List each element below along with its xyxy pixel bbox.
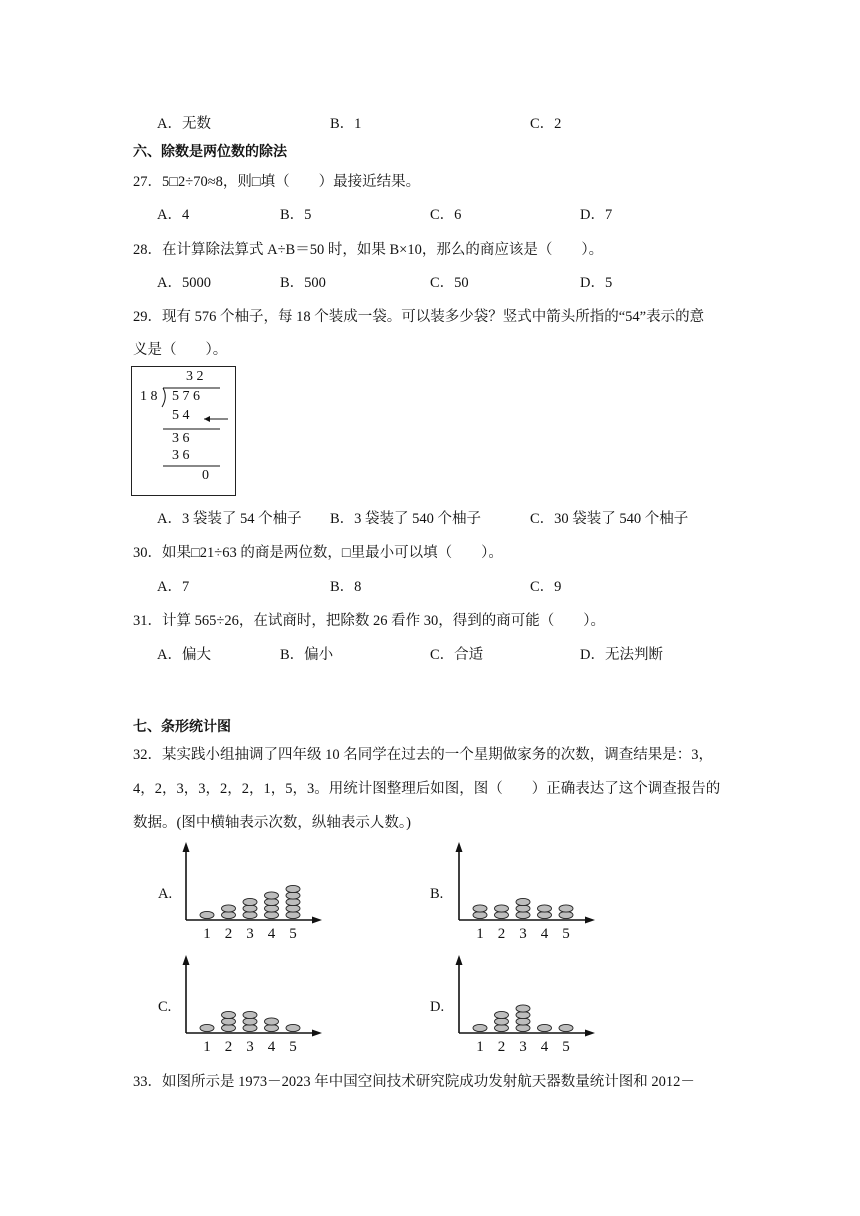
pictograph-token [495, 905, 509, 912]
option-d: D．无法判断 [580, 647, 663, 663]
divisor: 1 8 [140, 389, 158, 404]
y-axis-arrow [456, 842, 463, 852]
x-tick-label: 5 [289, 1039, 297, 1055]
option-c: C．合适 [430, 647, 484, 663]
question-30: 30．如果□21÷63 的商是两位数，□里最小可以填（ ）。 [133, 545, 503, 561]
option-c: C．9 [530, 579, 562, 595]
x-tick-label: 3 [246, 1039, 254, 1055]
pictograph-svg [181, 842, 341, 942]
option-b: B．500 [280, 275, 326, 291]
question-33: 33．如图所示是 1973－2023 年中国空间技术研究院成功发射航天器数量统计图和 2012－ [133, 1074, 695, 1090]
x-tick-label: 2 [224, 1039, 233, 1055]
option-c: C．6 [430, 207, 462, 223]
pictograph-token [265, 1018, 279, 1025]
x-tick-label: 1 [203, 926, 211, 942]
pictograph-token [286, 1024, 300, 1031]
x-tick-label: 1 [476, 926, 484, 942]
partial-product: 3 6 [172, 448, 190, 463]
option-b: B．偏小 [280, 647, 334, 663]
pictograph-token [200, 1024, 214, 1031]
option-b: B．5 [280, 207, 312, 223]
y-axis-arrow [183, 955, 190, 965]
option-a: A．7 [157, 579, 190, 595]
pictograph-token [559, 1024, 573, 1031]
section-title: 六、除数是两位数的除法 [133, 143, 287, 159]
option-a: A．无数 [157, 116, 211, 132]
chart-option-label: D. [430, 999, 445, 1015]
question-29-line1: 29．现有 576 个柚子，每 18 个装成一袋。可以装多少袋？竖式中箭头所指的“54”表示的意 [133, 309, 705, 325]
question-32-line1: 32．某实践小组抽调了四年级 10 名同学在过去的一个星期做家务的次数，调查结果是：3， [133, 747, 713, 763]
question-28: 28．在计算除法算式 A÷B＝50 时，如果 B×10，那么的商应该是（ ）。 [133, 242, 604, 258]
pictograph-token [538, 905, 552, 912]
pictograph-token [243, 898, 257, 905]
pictograph-token [473, 1024, 487, 1031]
x-tick-label: 5 [289, 926, 297, 942]
x-tick-label: 3 [246, 926, 254, 942]
pictograph-token [559, 905, 573, 912]
section-title: 七、条形统计图 [133, 718, 231, 734]
pictograph-token [495, 1011, 509, 1018]
partial-remainder: 3 6 [172, 431, 190, 446]
pictograph-token [200, 911, 214, 918]
question-29-line2: 义是（ ）。 [133, 342, 228, 358]
pictograph-svg [181, 955, 341, 1055]
x-tick-label: 2 [497, 926, 506, 942]
x-axis-arrow [312, 917, 322, 924]
y-axis-arrow [456, 955, 463, 965]
option-d: D．5 [580, 275, 613, 291]
x-tick-label: 5 [562, 926, 570, 942]
chart-option-label: C. [158, 999, 172, 1015]
pictograph-token [516, 898, 530, 905]
remainder: 0 [202, 468, 209, 483]
x-tick-label: 1 [476, 1039, 484, 1055]
x-tick-label: 1 [203, 1039, 211, 1055]
quotient: 3 2 [186, 369, 204, 384]
pictograph-token [286, 885, 300, 892]
x-axis-arrow [585, 1030, 595, 1037]
option-c: C．30 袋装了 540 个柚子 [530, 511, 689, 527]
pictograph-svg [454, 842, 614, 942]
x-axis-arrow [312, 1030, 322, 1037]
option-a: A．5000 [157, 275, 211, 291]
x-tick-label: 5 [562, 1039, 570, 1055]
y-axis-arrow [183, 842, 190, 852]
pictograph-token [222, 1011, 236, 1018]
pictograph-svg [454, 955, 614, 1055]
pictograph-token [516, 1005, 530, 1012]
long-division-figure [131, 366, 236, 496]
pictograph-token [265, 892, 279, 899]
pictograph-token [243, 1011, 257, 1018]
chart-option-label: B. [430, 886, 444, 902]
option-a: A．3 袋装了 54 个柚子 [157, 511, 302, 527]
pictograph-token [473, 905, 487, 912]
option-c: C．50 [430, 275, 469, 291]
x-tick-label: 4 [267, 1039, 276, 1055]
option-a: A．偏大 [157, 647, 211, 663]
x-tick-label: 3 [519, 1039, 527, 1055]
x-tick-label: 4 [267, 926, 276, 942]
x-tick-label: 4 [540, 926, 549, 942]
option-c: C．2 [530, 116, 562, 132]
pictograph-token [538, 1024, 552, 1031]
x-tick-label: 2 [224, 926, 233, 942]
option-a: A．4 [157, 207, 190, 223]
option-b: B．8 [330, 579, 362, 595]
option-d: D．7 [580, 207, 613, 223]
partial-product-54: 5 4 [172, 408, 190, 423]
question-31: 31．计算 565÷26，在试商时，把除数 26 看作 30，得到的商可能（ ）。 [133, 613, 605, 629]
x-tick-label: 3 [519, 926, 527, 942]
x-axis-arrow [585, 917, 595, 924]
question-27: 27．5□2÷70≈8，则□填（ ）最接近结果。 [133, 174, 421, 190]
chart-option-label: A. [158, 886, 173, 902]
dividend: 5 7 6 [172, 389, 200, 404]
option-b: B．3 袋装了 540 个柚子 [330, 511, 482, 527]
question-32-line2: 4，2，3，3，2，2，1，5，3。用统计图整理后如图，图（ ）正确表达了这个调查报告的 [133, 781, 721, 797]
pictograph-token [222, 905, 236, 912]
option-b: B．1 [330, 116, 362, 132]
x-tick-label: 4 [540, 1039, 549, 1055]
x-tick-label: 2 [497, 1039, 506, 1055]
question-32-line3: 数据。(图中横轴表示次数，纵轴表示人数。) [133, 815, 411, 831]
